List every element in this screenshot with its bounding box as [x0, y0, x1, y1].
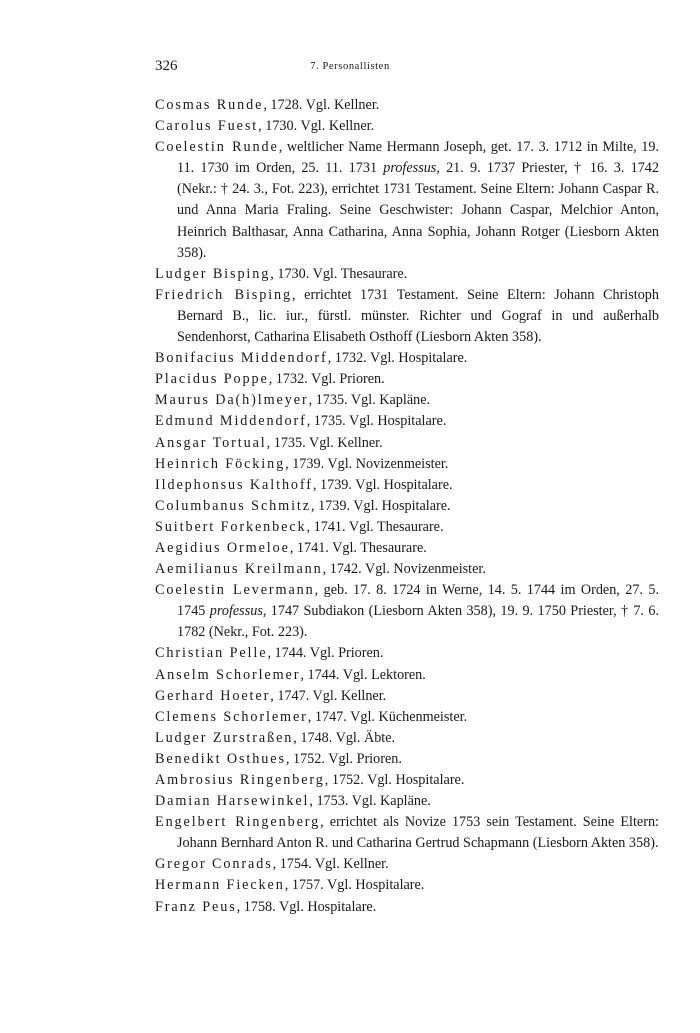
entry-text: , 1728. Vgl. Kellner. — [263, 97, 380, 113]
list-item — [155, 411, 659, 432]
list-item — [155, 137, 659, 264]
entry-name: Columbanus Schmitz — [155, 497, 311, 514]
entry-name: Bonifacius Middendorf — [155, 350, 328, 367]
entry-name: Ludger Bisping — [155, 265, 271, 282]
entry-name: Aegidius Ormeloe — [155, 539, 290, 556]
entry-text: , 1752. Vgl. Prioren. — [285, 750, 402, 767]
entry-name: Coelestin Levermann — [155, 582, 315, 599]
entry-text: , 1741. Vgl. Thesaurare. — [289, 539, 427, 556]
entry-text: , 1730. Vgl. Thesaurare. — [270, 265, 408, 282]
list-item — [155, 390, 659, 411]
list-item — [155, 580, 659, 643]
entry-text: , 1754. Vgl. Kellner. — [272, 856, 389, 873]
entry-text: , 1739. Vgl. Hospitalare. — [310, 497, 451, 514]
entry-text-continued: , 1747 Subdiakon (Liesborn Akten 358), 19. 9. 1750 Priester, † 7. 6. 1782 (Nekr., Fot. 223). — [177, 603, 659, 641]
entry-name: Damian Harsewinkel — [155, 793, 310, 810]
entry-name: Ansgar Tortual — [155, 434, 267, 451]
entry-text: , 1735. Vgl. Hospitalare. — [306, 413, 447, 430]
entry-name: Friedrich Bisping — [155, 286, 293, 303]
entry-name: Gerhard Hoeter — [155, 687, 271, 704]
entry-list — [155, 95, 659, 918]
entry-text: , 1732. Vgl. Prioren. — [268, 371, 385, 388]
entry-text: , 1747. Vgl. Kellner. — [270, 687, 387, 704]
list-item — [155, 538, 659, 559]
entry-text: , 1752. Vgl. Hospitalare. — [324, 772, 465, 788]
entry-name: Suitbert Forkenbeck — [155, 518, 307, 535]
list-item — [155, 791, 659, 812]
entry-italic-term: professus — [209, 603, 263, 620]
entry-text: , 1748. Vgl. Äbte. — [293, 729, 396, 746]
entry-name: Aemilianus Kreilmann — [155, 561, 323, 578]
list-item — [155, 749, 659, 770]
entry-name: Edmund Middendorf — [155, 413, 307, 430]
entry-text: , 1744. Vgl. Prioren. — [267, 645, 384, 662]
entry-name: Christian Pelle — [155, 645, 268, 662]
entry-text: , weltlicher Name Hermann Joseph, get. 17. 3. 1712 in Milte, 19. 11. 1730 im Orden, 25. 11. 1731 — [177, 139, 659, 177]
entry-text: , 1757. Vgl. Hospitalare. — [284, 877, 425, 894]
page-number: 326 — [155, 58, 178, 74]
list-item — [155, 728, 659, 749]
entry-name: Placidus Poppe — [155, 371, 269, 388]
entry-text: , 1753. Vgl. Kapläne. — [309, 793, 431, 810]
entry-name: Anselm Schorlemer — [155, 666, 301, 683]
list-item — [155, 897, 659, 918]
entry-text: , 1735. Vgl. Kellner. — [266, 434, 383, 451]
entry-text: , 1744. Vgl. Lektoren. — [300, 666, 426, 683]
running-head: 7. Personallisten — [310, 61, 390, 72]
list-item — [155, 707, 659, 728]
list-item — [155, 369, 659, 390]
entry-text: , 1739. Vgl. Novizenmeister. — [285, 455, 449, 472]
list-item — [155, 116, 659, 137]
list-item — [155, 875, 659, 896]
entry-name: Heinrich Föcking — [155, 455, 286, 472]
list-item — [155, 475, 659, 496]
entry-name: Gregor Conrads — [155, 856, 273, 873]
entry-text: , 1742. Vgl. Novizenmeister. — [322, 561, 486, 578]
list-item — [155, 95, 659, 116]
entry-text: , 1739. Vgl. Hospitalare. — [312, 476, 453, 493]
entry-name: Cosmas Runde — [155, 97, 264, 113]
entry-italic-term: professus — [383, 160, 437, 177]
entry-name: Franz Peus — [155, 898, 237, 915]
entry-text: , 1735. Vgl. Kapläne. — [308, 392, 431, 409]
list-item — [155, 433, 659, 454]
list-item — [155, 770, 659, 791]
list-item — [155, 348, 659, 369]
entry-text: , 1732. Vgl. Hospitalare. — [327, 350, 468, 367]
list-item — [155, 643, 659, 664]
entry-name: Carolus Fuest — [155, 118, 259, 135]
entry-name: Ludger Zurstraßen — [155, 729, 294, 746]
entry-name: Hermann Fiecken — [155, 877, 285, 894]
list-item — [155, 686, 659, 707]
entry-text: , geb. 17. 8. 1724 in Werne, 14. 5. 1744 im Orden, 27. 5. 1745 — [177, 582, 659, 620]
entry-name: Maurus Da(h)lmeyer — [155, 392, 309, 409]
list-item — [155, 854, 659, 875]
entry-name: Ambrosius Ringenberg — [155, 772, 325, 788]
list-item — [155, 517, 659, 538]
list-item — [155, 264, 659, 285]
entry-name: Benedikt Osthues — [155, 750, 286, 767]
entry-name: Clemens Schorlemer — [155, 708, 308, 725]
list-item — [155, 812, 659, 854]
list-item — [155, 665, 659, 686]
entry-name: Ildephonsus Kalthoff — [155, 476, 313, 493]
entry-text: , 1747. Vgl. Küchenmeister. — [307, 708, 468, 725]
list-item — [155, 285, 659, 348]
list-item — [155, 454, 659, 475]
entry-name: Engelbert Ringenberg — [155, 814, 321, 831]
entry-text: , 1730. Vgl. Kellner. — [258, 118, 375, 135]
entry-name: Coelestin Runde — [155, 139, 279, 156]
list-item — [155, 559, 659, 580]
entry-text: , errichtet 1731 Testament. Seine Eltern: Johann Christoph Bernard B., lic. iur., fürstl. münster. Richter und Gograf in und außerhalb Sendenhorst, Catharina Elisabeth Osthoff (Liesborn Akten 358). — [177, 286, 659, 346]
entry-text-continued: , 21. 9. 1737 Priester, † 16. 3. 1742 (Nekr.: † 24. 3., Fot. 223), errichtet 1731 Testament. Seine Eltern: Johann Caspar R. und Anna Maria Fraling. Seine Geschwister: Johann Caspar, Melchior Anton, Heinrich Balthasar, Anna Catharina, Anna Sophia, Johann Rotger (Liesborn Akten 358). — [177, 160, 659, 261]
entry-text: , errichtet als Novize 1753 sein Testament. Seine Eltern: Johann Bernhard Anton R. und Catharina Gertrud Schapmann (Liesborn Akten 358). — [177, 814, 659, 852]
entry-text: , 1741. Vgl. Thesaurare. — [306, 518, 444, 535]
entry-text: , 1758. Vgl. Hospitalare. — [236, 898, 377, 915]
list-item — [155, 496, 659, 517]
